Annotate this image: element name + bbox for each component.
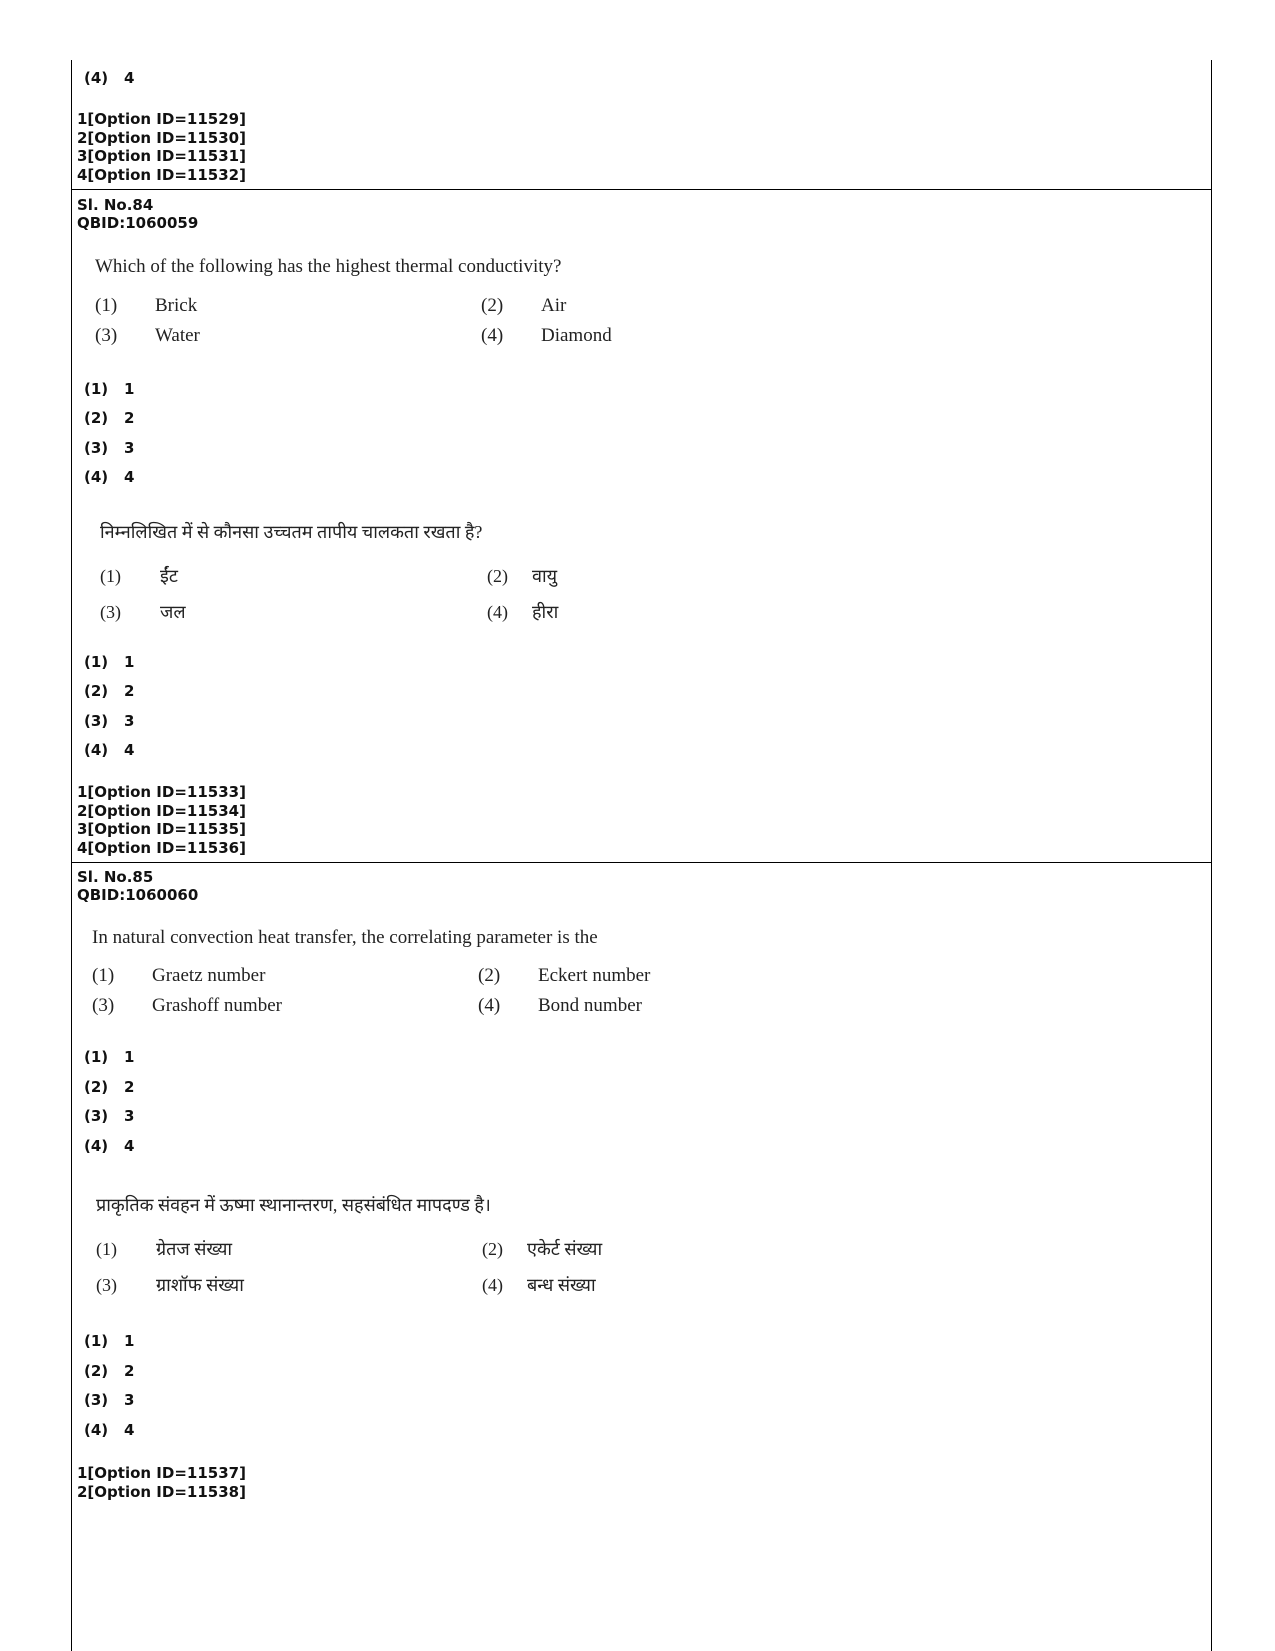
option-english: (2) Air [481,295,567,316]
answer-choice: (3) 3 [84,712,135,730]
option-id-line: 2[Option ID=11538] [77,1483,246,1501]
option-hindi: (3) जल [100,602,186,622]
option-english: (2) Eckert number [478,965,651,986]
answer-choice: (1) 1 [84,1048,135,1066]
option-hindi: (2) वायु [487,566,558,586]
option-hindi: (4) बन्ध संख्या [482,1275,596,1295]
option-hindi: (3) ग्राशॉफ संख्या [96,1275,244,1295]
answer-choice: (2) 2 [84,682,135,700]
option-hindi: (2) एकेर्ट संख्या [482,1239,603,1259]
serial-number: Sl. No.85 [77,868,154,886]
answer-choice: (4) 4 [84,741,135,759]
qbid: QBID:1060060 [77,886,199,904]
answer-choice: (3) 3 [84,439,135,457]
question-text-english: Which of the following has the highest thermal conductivity? [95,256,562,277]
serial-number: Sl. No.84 [77,196,154,214]
option-english: (4) Bond number [478,995,642,1016]
answer-choice: (4) 4 [84,468,135,486]
option-english: (3) Grashoff number [92,995,282,1016]
option-id-line: 3[Option ID=11535] [77,820,246,838]
qbid: QBID:1060059 [77,214,199,232]
option-hindi: (1) ईंट [100,566,178,586]
answer-choice: (2) 2 [84,409,135,427]
answer-choice: (4) 4 [84,69,135,87]
option-english: (1) Graetz number [92,965,266,986]
option-english: (3) Water [95,325,200,346]
option-id-line: 3[Option ID=11531] [77,147,246,165]
option-id-line: 2[Option ID=11534] [77,802,246,820]
option-english: (4) Diamond [481,325,612,346]
answer-choice: (2) 2 [84,1078,135,1096]
answer-choice: (3) 3 [84,1391,135,1409]
answer-choice: (2) 2 [84,1362,135,1380]
question-paper-page [71,60,1212,1651]
option-id-line: 2[Option ID=11530] [77,129,246,147]
answer-choice: (1) 1 [84,380,135,398]
answer-choice: (3) 3 [84,1107,135,1125]
option-id-line: 1[Option ID=11533] [77,783,246,801]
option-id-line: 1[Option ID=11529] [77,110,246,128]
option-hindi: (1) ग्रेतज संख्या [96,1239,233,1259]
answer-choice: (1) 1 [84,1332,135,1350]
question-text-english: In natural convection heat transfer, the correlating parameter is the [92,927,598,948]
answer-choice: (4) 4 [84,1137,135,1155]
option-id-line: 4[Option ID=11532] [77,166,246,184]
answer-choice: (1) 1 [84,653,135,671]
answer-choice: (4) 4 [84,1421,135,1439]
option-hindi: (4) हीरा [487,602,559,622]
option-id-line: 4[Option ID=11536] [77,839,246,857]
divider [72,862,1211,863]
option-english: (1) Brick [95,295,198,316]
question-text-hindi: निम्नलिखित में से कौनसा उच्चतम तापीय चालकता रखता है? [100,522,483,542]
divider [72,189,1211,190]
option-id-line: 1[Option ID=11537] [77,1464,246,1482]
question-text-hindi: प्राकृतिक संवहन में ऊष्मा स्थानान्तरण, सहसंबंधित मापदण्ड है। [96,1195,491,1215]
